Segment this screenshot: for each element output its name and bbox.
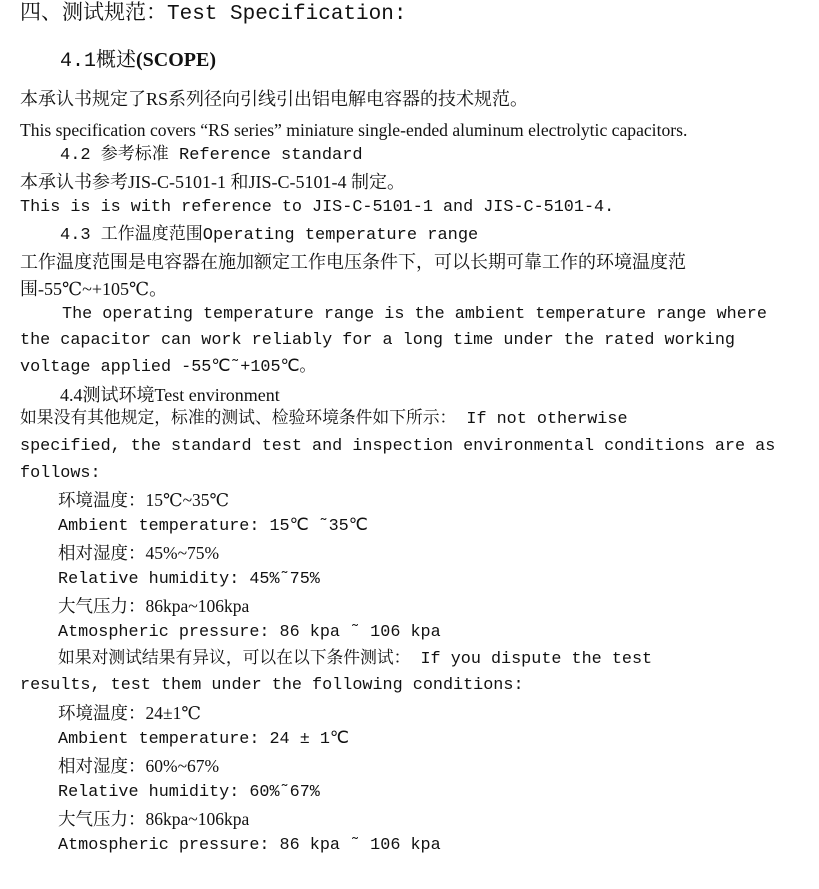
standard-temperature-zh: 环境温度：15℃~35℃ <box>58 490 230 510</box>
scope-heading-number: 4.1 <box>60 50 97 73</box>
temperature-range-heading: 4.3 工作温度范围Operating temperature range <box>60 226 479 245</box>
scope-heading <box>60 50 216 72</box>
dispute-temperature-zh: 环境温度：24±1℃ <box>58 703 201 723</box>
reference-heading: 4.2 参考标准 Reference standard <box>60 146 363 165</box>
standard-humidity-en: Relative humidity: 45%˜75% <box>58 570 320 589</box>
scope-heading-en: (SCOPE) <box>136 49 217 71</box>
standard-temperature-en: Ambient temperature: 15℃ ˜35℃ <box>58 517 368 536</box>
dispute-text-1: 如果对测试结果有异议，可以在以下条件测试： If you dispute the test <box>58 650 653 669</box>
dispute-pressure-zh: 大气压力：86kpa~106kpa <box>58 809 250 829</box>
environment-intro-2: specified, the standard test and inspection environmental conditions are as <box>20 437 776 456</box>
environment-intro-3: follows: <box>20 464 101 483</box>
temperature-range-text-en-2: the capacitor can work reliably for a long time under the rated working <box>20 331 735 350</box>
dispute-temperature-en: Ambient temperature: 24 ± 1℃ <box>58 730 349 749</box>
test-environment-heading: 4.4测试环境Test environment <box>60 385 280 405</box>
temperature-range-text-en-1: The operating temperature range is the ambient temperature range where <box>62 305 767 324</box>
temperature-range-text-zh-2: 围-55℃~+105℃。 <box>20 279 168 299</box>
environment-intro-1: 如果没有其他规定，标准的测试、检验环境条件如下所示： If not otherwise <box>20 410 628 429</box>
scope-text-zh: 本承认书规定了RS系列径向引线引出铝电解电容器的技术规范。 <box>20 89 529 109</box>
reference-text-en: This is is with reference to JIS-C-5101-1 and JIS-C-5101-4. <box>20 198 615 217</box>
standard-humidity-zh: 相对湿度：45%~75% <box>58 543 220 563</box>
standard-pressure-en: Atmospheric pressure: 86 kpa ˜ 106 kpa <box>58 623 441 642</box>
dispute-text-2: results, test them under the following conditions: <box>20 676 524 695</box>
dispute-pressure-en: Atmospheric pressure: 86 kpa ˜ 106 kpa <box>58 836 441 855</box>
scope-heading-zh: 概述 <box>96 49 137 71</box>
section-title: 四、测试规范：Test Specification: <box>20 3 407 26</box>
dispute-humidity-zh: 相对湿度：60%~67% <box>58 756 220 776</box>
temperature-range-text-en-3: voltage applied -55℃˜+105℃。 <box>20 358 317 377</box>
reference-text-zh: 本承认书参考JIS-C-5101-1 和JIS-C-5101-4 制定。 <box>20 172 405 192</box>
scope-text-en: This specification covers “RS series” miniature single-ended aluminum electrolytic capacitors. <box>20 120 688 140</box>
temperature-range-text-zh-1: 工作温度范围是电容器在施加额定工作电压条件下，可以长期可靠工作的环境温度范 <box>20 252 686 272</box>
dispute-humidity-en: Relative humidity: 60%˜67% <box>58 783 320 802</box>
standard-pressure-zh: 大气压力：86kpa~106kpa <box>58 596 250 616</box>
